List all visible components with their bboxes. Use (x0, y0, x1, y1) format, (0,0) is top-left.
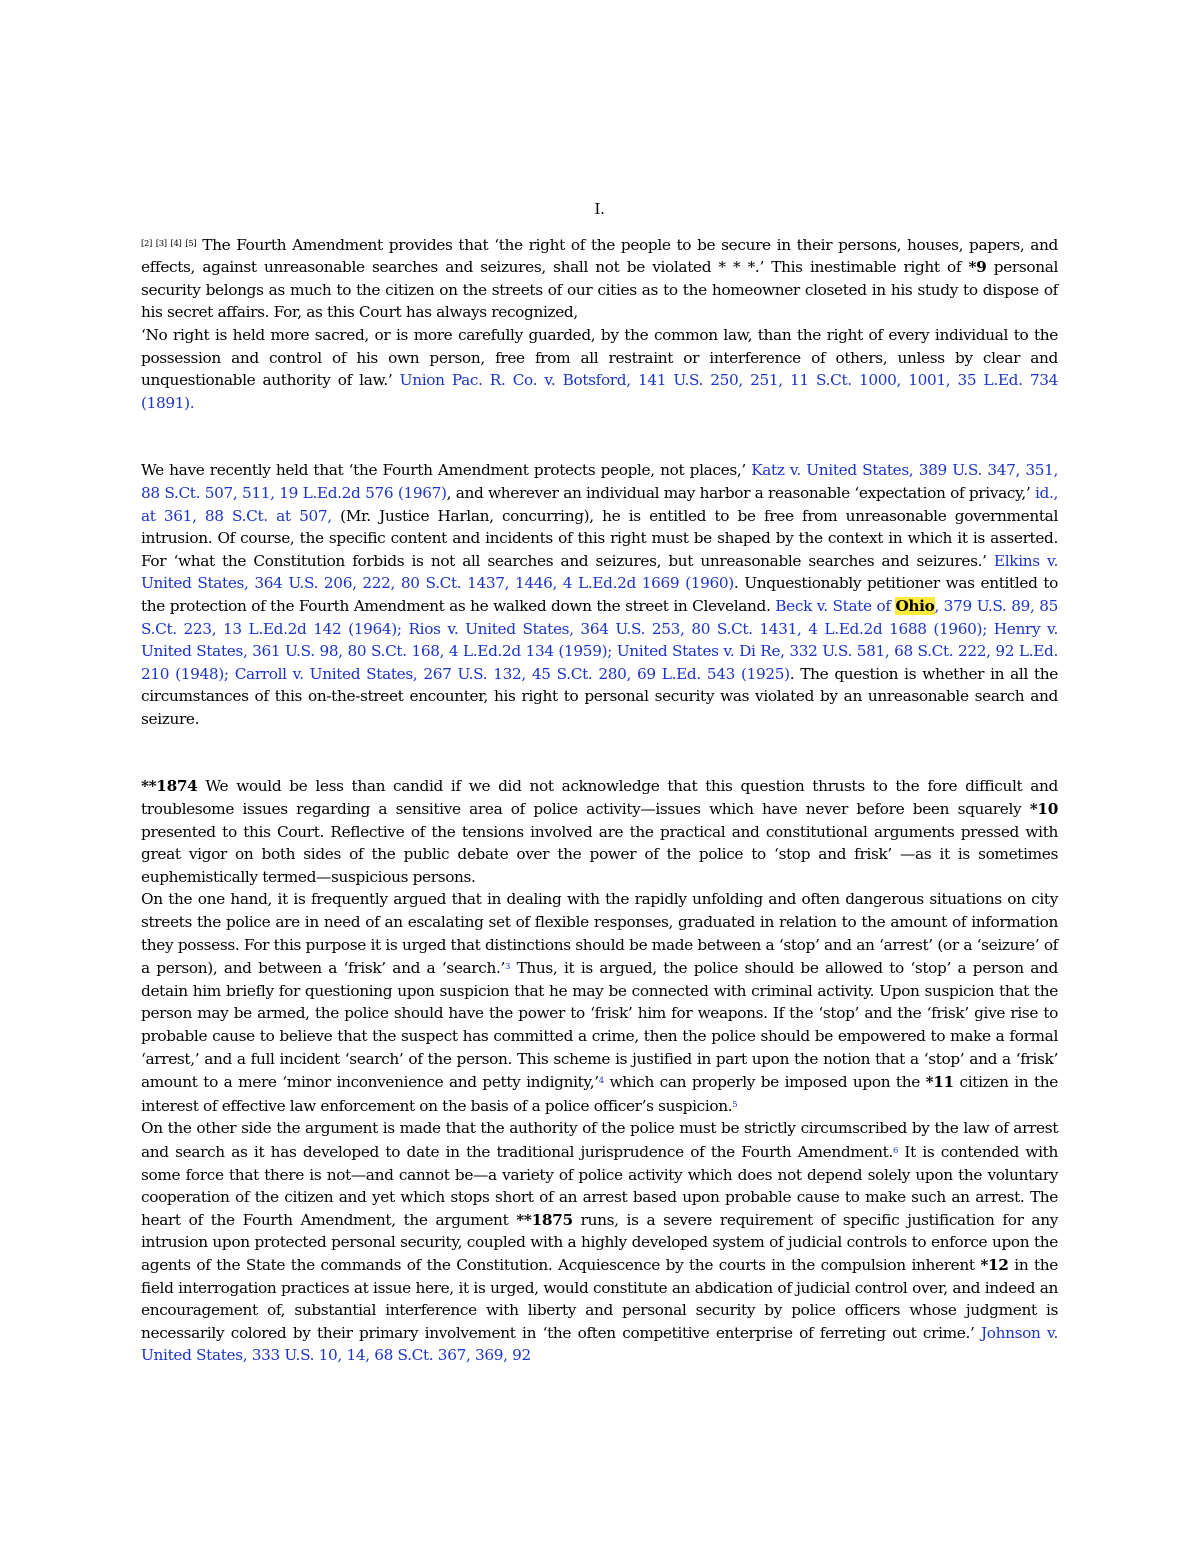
text-run: personal security belongs as much to the citizen on the streets of our cities as to the homeowner closeted in his study to dispose of his secret affairs. For, as this Court has always recognized, (141, 258, 1059, 322)
text-run: which can properly be imposed upon the (603, 1073, 926, 1092)
citation-separator: ; (223, 664, 235, 683)
page-marker: **1875 (516, 1210, 573, 1229)
paragraph-one-hand (141, 888, 1058, 1117)
text-run: citizen in the interest of effective law enforcement on the basis of a police officer’s suspicion. (141, 1073, 1058, 1115)
text-run: presented to this Court. Reflective of the tensions involved are the practical and constitutional arguments pressed with great vigor on both sides of the public debate over the power of the police to ‘stop and frisk’ —as it is sometimes euphemistically termed—suspicious persons. (141, 822, 1058, 886)
citation-link[interactable]: , 379 U.S. 89, 85 S.Ct. 223, 13 L.Ed.2d 142 (1964) (141, 596, 1059, 638)
paragraph-other-side (141, 1117, 1058, 1367)
footnote-link[interactable]: 5 (732, 1099, 738, 1110)
section-heading: I. (594, 200, 605, 218)
headnote-markers[interactable]: [2] [3] [4] [5] (141, 238, 197, 249)
citation-link[interactable]: Beck v. State of (775, 596, 896, 615)
footnote-link[interactable]: 3 (505, 962, 511, 973)
opinion-body (141, 198, 1058, 1367)
text-run: The Fourth Amendment provides that ‘the right of the people to be secure in their persons, houses, papers, and effects, against unreasonable searches and seizures, shall not be violated * * *.’ This inestimable right of (141, 235, 1058, 277)
citation-link[interactable]: Henry v. United States, 361 U.S. 98, 80 S.Ct. 168, 4 L.Ed.2d 134 (1959) (141, 619, 1058, 661)
citation-link[interactable]: Carroll v. United States, 267 U.S. 132, 45 S.Ct. 280, 69 L.Ed. 543 (1925) (234, 664, 790, 683)
footnote-link[interactable]: 6 (892, 1145, 898, 1156)
search-highlight: Ohio (895, 596, 935, 615)
text-run: runs, is a severe requirement of specific justification for any intrusion upon protected personal security, coupled with a highly developed system of judicial controls to enforce upon the agents of the State the commands of the Constitution. Acquiescence by the courts in the compulsion inherent (141, 1210, 1058, 1274)
text-run: On the one hand, it is frequently argued that in dealing with the rapidly unfolding and often dangerous situations on city streets the police are in need of an escalating set of flexible responses, graduated in relation to the amount of information they possess. For this purpose it is urged that distinctions should be made between a ‘stop’ and an ‘arrest’ (or a ‘seizure’ of a person), and between a ‘frisk’ and a ‘search.’ (141, 890, 1058, 978)
text-run: We would be less than candid if we did not acknowledge that this question thrusts to the fore difficult and troublesome issues regarding a sensitive area of police activity—issues which have never before been squarely (141, 777, 1058, 819)
page-marker: *11 (925, 1073, 954, 1092)
text-run: ‘No right is held more sacred, or is more carefully guarded, by the common law, than the right of every individual to the possession and control of his own person, free from all restraint or interference of others, unless by clear and unquestionable authority of law.’ (141, 325, 1058, 390)
text-run: . The question is whether in all the circumstances of this on-the-street encounter, his right to personal security was violated by an unreasonable search and seizure. (141, 664, 1058, 728)
citation-link[interactable]: Union Pac. R. Co. v. Botsford, 141 U.S. 250, 251, 11 S.Ct. 1000, 1001, 35 L.Ed. 734 (1891). (141, 371, 1058, 412)
page-marker: *9 (968, 258, 987, 277)
text-run: On the other side the argument is made that the authority of the police must be strictly circumscribed by the law of arrest and search as it has developed to date in the traditional jurisprudence of the Fourth Amendment. (141, 1119, 1058, 1161)
paragraph-gap (141, 730, 1058, 775)
citation-link[interactable]: Johnson v. United States, 333 U.S. 10, 14, 68 S.Ct. 367, 369, 92 (141, 1323, 1058, 1365)
paragraph-candid (141, 775, 1058, 888)
footnote-link[interactable]: 4 (598, 1076, 604, 1087)
text-run: in the field interrogation practices at issue here, it is urged, would constitute an abdication of judicial control over, and indeed an encouragement of, substantial interference with liberty and personal security by police officers whose judgment is necessarily colored by their primary involvement in ‘the often competitive enterprise of ferreting out crime.’ (141, 1255, 1058, 1342)
citation-separator: ; (982, 619, 994, 638)
text-run: , and wherever an individual may harbor a reasonable ‘expectation of privacy,’ (446, 483, 1035, 502)
text-run: (Mr. Justice Harlan, concurring), he is entitled to be free from unreasonable governmental intrusion. Of course, the specific content and incidents of this right must be shaped by the context in which it is asserted. For ‘what the Constitution forbids is not all searches and seizures, but unreasonable searches and seizures.’ (141, 506, 1058, 570)
citation-link[interactable]: United States v. Di Re, 332 U.S. 581, 68 S.Ct. 222, 92 L.Ed. 210 (1948) (141, 642, 1058, 683)
citation-link[interactable]: Elkins v. United States, 364 U.S. 206, 222, 80 S.Ct. 1437, 1446, 4 L.Ed.2d 1669 (1960) (141, 551, 1058, 593)
citation-link[interactable]: id., at 361, 88 S.Ct. at 507, (141, 483, 1058, 525)
citation-separator: ; (396, 619, 409, 638)
page-marker: *10 (1029, 800, 1058, 819)
paragraph-katz (141, 459, 1058, 730)
text-run: . Unquestionably petitioner was entitled to the protection of the Fourth Amendment as he walked down the street in Cleveland. (141, 574, 1058, 615)
paragraph-botsford-quote (141, 324, 1058, 414)
paragraph-fourth-amendment (141, 233, 1058, 324)
citation-link[interactable]: Rios v. United States, 364 U.S. 253, 80 S.Ct. 1431, 4 L.Ed.2d 1688 (1960) (408, 619, 983, 638)
page-marker: *12 (980, 1255, 1009, 1274)
citation-separator: ; (607, 642, 617, 661)
paragraph-gap (141, 414, 1058, 459)
citation-link[interactable]: Katz v. United States, 389 U.S. 347, 351, 88 S.Ct. 507, 511, 19 L.Ed.2d 576 (1967) (141, 461, 1058, 502)
page-marker: **1874 (141, 777, 198, 796)
text-run: It is contended with some force that there is not—and cannot be—a variety of police activity which does not depend solely upon the voluntary cooperation of the citizen and yet which stops short of an arrest based upon probable cause to make such an arrest. The heart of the Fourth Amendment, the argument (141, 1142, 1058, 1229)
text-run: Thus, it is argued, the police should be allowed to ‘stop’ a person and detain him briefly for questioning upon suspicion that he may be connected with criminal activity. Upon suspicion that the person may be armed, the police should have the power to ‘frisk’ him for weapons. If the ‘stop’ and the ‘frisk’ give rise to probable cause to believe that the suspect has committed a crime, then the police should be empowered to make a formal ‘arrest,’ and a full incident ‘search’ of the person. This scheme is justified in part upon the notion that a ‘stop’ and a ‘frisk’ amount to a mere ‘minor inconvenience and petty indignity,’ (141, 959, 1058, 1092)
text-run: We have recently held that ‘the Fourth Amendment protects people, not places,’ (141, 461, 752, 480)
